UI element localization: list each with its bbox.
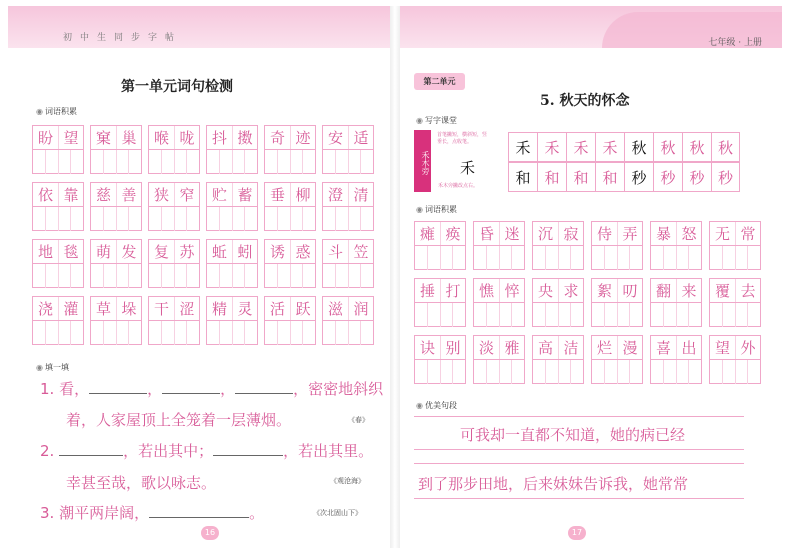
- word-box: [206, 182, 258, 231]
- word-char: 瘫: [419, 225, 435, 243]
- word-box: [473, 278, 525, 327]
- word-char: 烂: [596, 339, 612, 357]
- header-banner: [8, 6, 390, 48]
- right-page: [400, 6, 782, 548]
- word-char: 干: [153, 300, 169, 318]
- word-char: 依: [37, 186, 53, 204]
- word-char: 浇: [37, 300, 53, 318]
- word-box: [322, 182, 374, 231]
- word-char: 活: [269, 300, 285, 318]
- word-char: 惑: [290, 240, 315, 263]
- word-char: 求: [558, 279, 583, 302]
- word-char: 灵: [232, 297, 257, 320]
- word-box: [591, 335, 643, 384]
- word-char: 窠: [95, 129, 111, 147]
- word-char: 苏: [174, 240, 199, 263]
- word-char: 诱: [269, 243, 285, 261]
- practice-cell: 禾: [508, 132, 537, 162]
- source-3: 《次北固山下》: [313, 509, 362, 517]
- word-char: 善: [116, 183, 141, 206]
- word-char: 滋: [327, 300, 343, 318]
- fill-line-2b: 幸甚至哉，歌以咏志。: [66, 474, 217, 492]
- section-quote: ◉ 优美句段: [416, 400, 457, 411]
- word-box: [148, 239, 200, 288]
- word-box: [148, 182, 200, 231]
- practice-cell: 禾: [566, 132, 595, 162]
- word-box: [148, 296, 200, 345]
- word-char: 喉: [153, 129, 169, 147]
- word-char: 憔: [478, 282, 494, 300]
- word-box: [264, 239, 316, 288]
- rule-line: [414, 449, 744, 450]
- word-char: 叨: [617, 279, 642, 302]
- left-page: [8, 6, 390, 548]
- word-char: 精: [211, 300, 227, 318]
- word-box: [591, 221, 643, 270]
- word-box: [206, 125, 258, 174]
- word-char: 洁: [558, 336, 583, 359]
- word-box: [709, 335, 761, 384]
- word-box: [264, 125, 316, 174]
- word-char: 复: [153, 243, 169, 261]
- word-char: 靠: [58, 183, 83, 206]
- grade-label: 七年级 · 上册: [708, 38, 762, 48]
- word-box: [532, 278, 584, 327]
- quote-line-1: 可我却一直都不知道，她的病已经: [460, 426, 686, 444]
- practice-cell: 秒: [653, 162, 682, 192]
- word-char: 安: [327, 129, 343, 147]
- word-char: 常: [735, 222, 760, 245]
- practice-cell: 秋: [682, 132, 711, 162]
- word-char: 翻: [655, 282, 671, 300]
- word-char: 毯: [58, 240, 83, 263]
- word-char: 望: [714, 339, 730, 357]
- word-char: 昏: [478, 225, 494, 243]
- banner-title: 初中生同步字帖: [63, 33, 183, 43]
- word-char: 打: [440, 279, 465, 302]
- word-box: [650, 335, 702, 384]
- word-char: 斗: [327, 243, 343, 261]
- word-box: [90, 182, 142, 231]
- practice-cell: 秒: [682, 162, 711, 192]
- word-char: 灌: [58, 297, 83, 320]
- word-char: 出: [676, 336, 701, 359]
- radical-note-2: 禾木旁撇改点右。: [438, 183, 479, 189]
- word-box: [322, 239, 374, 288]
- word-char: 窄: [174, 183, 199, 206]
- word-char: 笠: [348, 240, 373, 263]
- word-char: 外: [735, 336, 760, 359]
- word-char: 捶: [419, 282, 435, 300]
- book-spine: [390, 6, 400, 548]
- word-box: [148, 125, 200, 174]
- fill-line-3: 3. 潮平两岸阔， 。: [40, 504, 265, 522]
- word-char: 蓄: [232, 183, 257, 206]
- word-box: [322, 296, 374, 345]
- word-char: 适: [348, 126, 373, 149]
- practice-cell: 禾: [595, 132, 624, 162]
- rule-line: [414, 498, 744, 499]
- word-box: [32, 296, 84, 345]
- word-box: [32, 182, 84, 231]
- word-char: 悴: [499, 279, 524, 302]
- word-box: [532, 335, 584, 384]
- word-char: 蚯: [211, 243, 227, 261]
- word-char: 别: [440, 336, 465, 359]
- rule-line: [414, 463, 744, 464]
- rule-line: [414, 416, 744, 417]
- fill-line-1: 1. 看， ， ， ，密密地斜织: [40, 380, 384, 398]
- word-char: 巢: [116, 126, 141, 149]
- word-char: 抖: [211, 129, 227, 147]
- word-char: 迹: [290, 126, 315, 149]
- word-char: 跃: [290, 297, 315, 320]
- page-title: 第一单元词句检测: [121, 79, 233, 95]
- word-box: [650, 221, 702, 270]
- word-char: 无: [714, 225, 730, 243]
- word-char: 萌: [95, 243, 111, 261]
- word-box: [206, 239, 258, 288]
- word-box: [414, 221, 466, 270]
- word-char: 望: [58, 126, 83, 149]
- word-char: 发: [116, 240, 141, 263]
- word-char: 漫: [617, 336, 642, 359]
- word-char: 痪: [440, 222, 465, 245]
- word-char: 怒: [676, 222, 701, 245]
- word-box: [532, 221, 584, 270]
- word-char: 弄: [617, 222, 642, 245]
- word-char: 沉: [537, 225, 553, 243]
- practice-cell: 和: [595, 162, 624, 192]
- word-box: [473, 221, 525, 270]
- practice-cell: 秒: [711, 162, 740, 192]
- fill-line-2: 2. ，若出其中； ，若出其里。: [40, 442, 374, 460]
- word-char: 狭: [153, 186, 169, 204]
- word-char: 垂: [269, 186, 285, 204]
- quote-line-2: 到了那步田地，后来妹妹告诉我，她常常: [418, 475, 689, 493]
- word-box: [414, 335, 466, 384]
- word-char: 澄: [327, 186, 343, 204]
- word-char: 来: [676, 279, 701, 302]
- source-2: 《观沧海》: [330, 477, 365, 485]
- word-char: 盼: [37, 129, 53, 147]
- word-char: 诀: [419, 339, 435, 357]
- lesson-title: 5. 秋天的怀念: [540, 93, 630, 109]
- radical-char: 禾: [460, 159, 476, 177]
- word-box: [90, 239, 142, 288]
- word-char: 清: [348, 183, 373, 206]
- word-char: 侍: [596, 225, 612, 243]
- practice-cell: 和: [566, 162, 595, 192]
- word-char: 草: [95, 300, 111, 318]
- word-char: 柳: [290, 183, 315, 206]
- word-char: 寂: [558, 222, 583, 245]
- header-banner-right: [400, 6, 782, 48]
- page-number: 16: [201, 526, 219, 540]
- word-box: [414, 278, 466, 327]
- word-char: 蚓: [232, 240, 257, 263]
- word-char: 高: [537, 339, 553, 357]
- word-box: [90, 296, 142, 345]
- word-char: 奇: [269, 129, 285, 147]
- practice-cell: 秋: [653, 132, 682, 162]
- word-char: 暴: [655, 225, 671, 243]
- practice-cell: 秒: [624, 162, 653, 192]
- word-char: 央: [537, 282, 553, 300]
- practice-cell: 和: [537, 162, 566, 192]
- practice-row: [508, 132, 740, 162]
- fill-line-1b: 着，人家屋顶上全笼着一层薄烟。: [66, 411, 292, 429]
- word-char: 喜: [655, 339, 671, 357]
- word-char: 覆: [714, 282, 730, 300]
- practice-row: [508, 162, 740, 192]
- radical-label: 禾木旁: [414, 130, 431, 192]
- word-char: 雅: [499, 336, 524, 359]
- word-char: 咙: [174, 126, 199, 149]
- word-box: [32, 239, 84, 288]
- practice-cell: 禾: [537, 132, 566, 162]
- section-vocab: ◉ 词语积累: [36, 106, 77, 117]
- word-char: 地: [37, 243, 53, 261]
- word-box: [709, 278, 761, 327]
- word-char: 慈: [95, 186, 111, 204]
- word-char: 絮: [596, 282, 612, 300]
- word-box: [473, 335, 525, 384]
- section-vocab-right: ◉ 词语积累: [416, 204, 457, 215]
- word-box: [709, 221, 761, 270]
- source-1: 《春》: [348, 416, 369, 424]
- section-fill: ◉ 填一填: [36, 362, 69, 373]
- radical-note: 首笔撇短，横斜短，竖垂长，点收笔。: [437, 132, 488, 145]
- unit-tag: 第二单元: [414, 73, 465, 90]
- word-box: [591, 278, 643, 327]
- word-char: 涩: [174, 297, 199, 320]
- word-char: 润: [348, 297, 373, 320]
- word-box: [90, 125, 142, 174]
- word-char: 垛: [116, 297, 141, 320]
- page-number-right: 17: [568, 526, 586, 540]
- word-box: [264, 296, 316, 345]
- word-box: [264, 182, 316, 231]
- word-char: 贮: [211, 186, 227, 204]
- section-write: ◉ 写字课堂: [416, 115, 457, 126]
- word-box: [32, 125, 84, 174]
- practice-cell: 秋: [624, 132, 653, 162]
- word-char: 迷: [499, 222, 524, 245]
- word-box: [206, 296, 258, 345]
- word-char: 淡: [478, 339, 494, 357]
- word-char: 擞: [232, 126, 257, 149]
- practice-cell: 和: [508, 162, 537, 192]
- word-box: [650, 278, 702, 327]
- word-char: 去: [735, 279, 760, 302]
- word-box: [322, 125, 374, 174]
- practice-cell: 秋: [711, 132, 740, 162]
